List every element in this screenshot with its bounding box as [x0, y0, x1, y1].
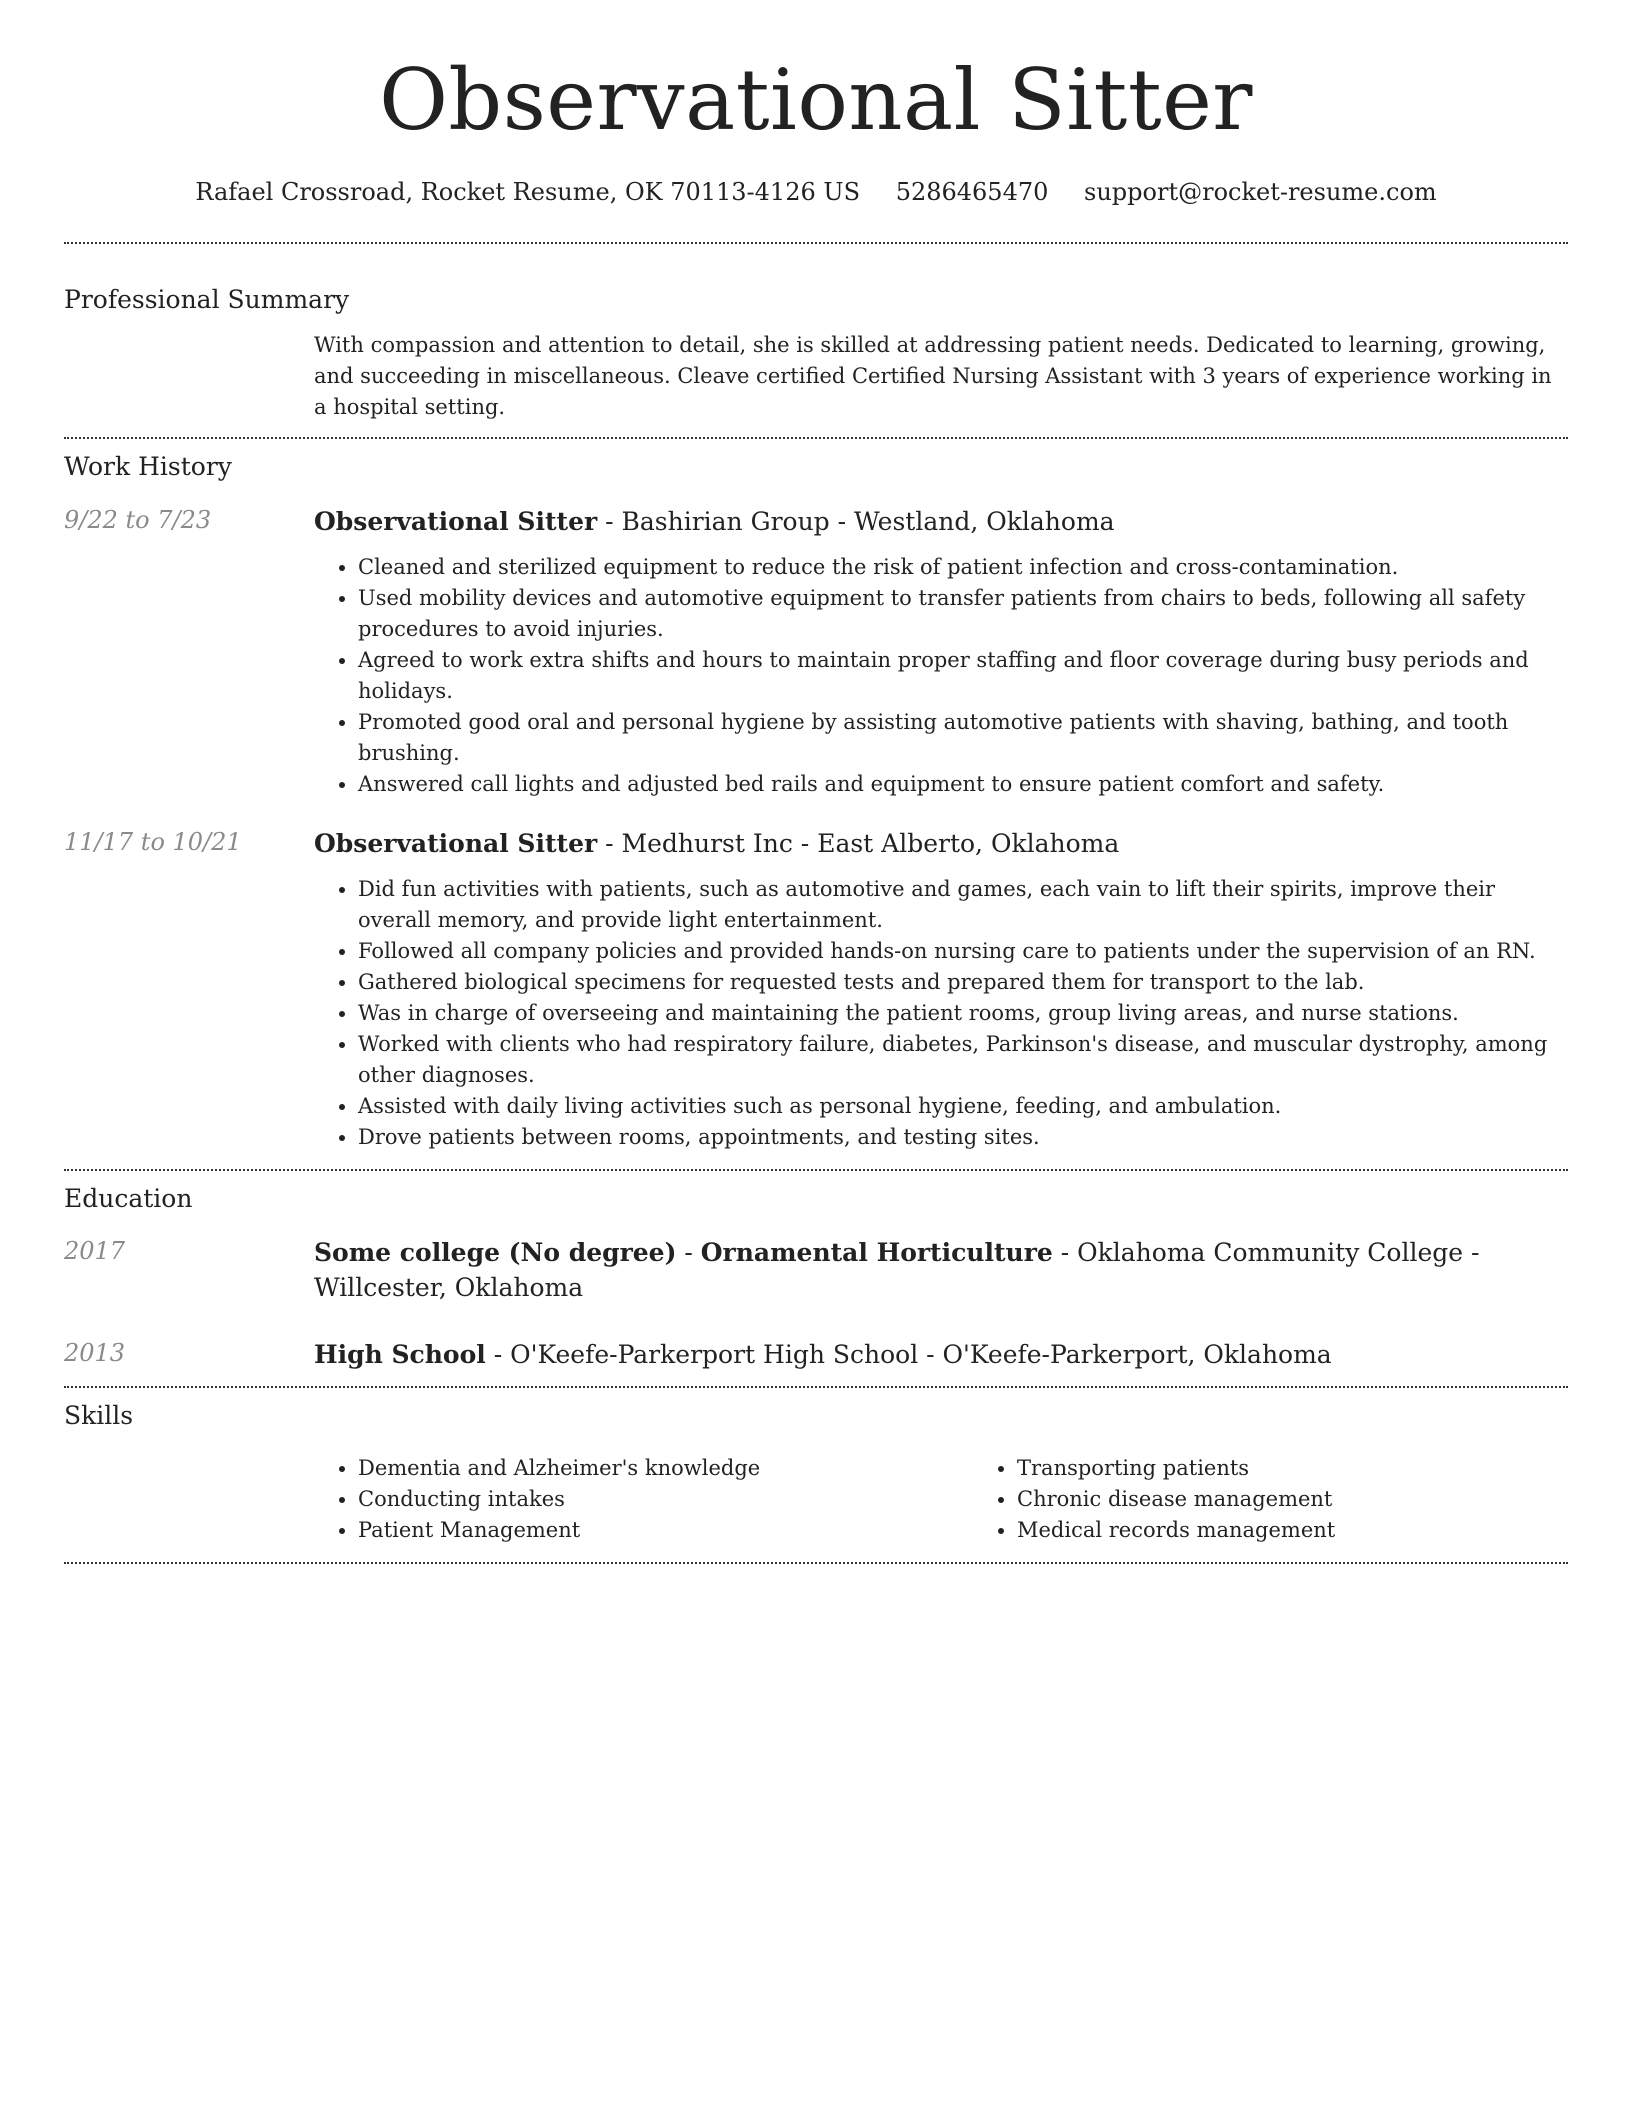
- list-item: • Drove patients between rooms, appointments, and testing sites.: [358, 1122, 1568, 1153]
- education-heading: Education: [64, 1183, 193, 1213]
- work-history-section: [64, 451, 1568, 1153]
- list-item: • Worked with clients who had respiratory failure, diabetes, Parkinson's disease, and muscular dystrophy, among other diagnoses.: [358, 1029, 1568, 1091]
- list-item: • Gathered biological specimens for requested tests and prepared them for transport to the lab.: [358, 967, 1568, 998]
- job-entry: [64, 826, 1568, 1153]
- list-item: • Cleaned and sterilized equipment to reduce the risk of patient infection and cross-contamination.: [358, 552, 1568, 583]
- job-entry: [64, 504, 1568, 800]
- skills-heading: Skills: [64, 1401, 134, 1431]
- resume-page: [64, 0, 1568, 1564]
- summary-text: With compassion and attention to detail, she is skilled at addressing patient needs. Dedicated to learning, growing, and succeeding in miscellaneous. Cleave certified Certified Nursing Assistant with 3 years of experience working in a hospital setting.: [314, 333, 1552, 420]
- education-details: - O'Keefe-Parkerport High School - O'Keefe-Parkerport, Oklahoma: [485, 1340, 1332, 1370]
- job-bullets: [314, 552, 1568, 800]
- work-history-heading: Work History: [64, 452, 232, 482]
- contact-line: [64, 177, 1568, 208]
- list-item: • Assisted with daily living activities such as personal hygiene, feeding, and ambulation.: [358, 1091, 1568, 1122]
- job-position: Observational Sitter: [314, 828, 598, 858]
- skills-section: [64, 1400, 1568, 1546]
- list-item: • Used mobility devices and automotive equipment to transfer patients from chairs to beds, following all safety procedures to avoid injuries.: [358, 583, 1568, 645]
- education-degree: Some college (No degree): [314, 1238, 677, 1268]
- education-year: 2017: [64, 1237, 126, 1266]
- education-year: 2013: [64, 1339, 126, 1368]
- job-title-line: [314, 826, 1568, 861]
- job-dates: 11/17 to 10/21: [64, 827, 242, 856]
- list-item: • Did fun activities with patients, such as automotive and games, each vain to lift their spirits, improve their overall memory, and provide light entertainment.: [358, 874, 1568, 936]
- list-item: • Answered call lights and adjusted bed rails and equipment to ensure patient comfort and safety.: [358, 769, 1568, 800]
- education-title-line: [314, 1337, 1568, 1372]
- education-title-line: [314, 1235, 1568, 1305]
- skills-grid: [314, 1453, 1632, 1546]
- education-separator: -: [676, 1238, 701, 1268]
- summary-heading: Professional Summary: [64, 284, 350, 314]
- skill-item: • Dementia and Alzheimer's knowledge: [358, 1453, 973, 1484]
- section-divider: [64, 1169, 1568, 1171]
- section-divider: [64, 1562, 1568, 1564]
- section-divider: [64, 437, 1568, 439]
- resume-title: Observational Sitter: [379, 51, 1253, 149]
- summary-row: [64, 330, 1568, 423]
- job-dates: 9/22 to 7/23: [64, 505, 212, 534]
- list-item: • Was in charge of overseeing and maintaining the patient rooms, group living areas, and nurse stations.: [358, 998, 1568, 1029]
- skills-list-right: [973, 1453, 1632, 1546]
- skill-item: • Patient Management: [358, 1515, 973, 1546]
- skill-item: • Transporting patients: [1017, 1453, 1632, 1484]
- list-item: • Followed all company policies and provided hands-on nursing care to patients under the supervision of an RN.: [358, 936, 1568, 967]
- skills-list-left: [314, 1453, 973, 1546]
- contact-email: support@rocket-resume.com: [1084, 177, 1437, 206]
- list-item: • Promoted good oral and personal hygiene by assisting automotive patients with shaving, bathing, and tooth brushing.: [358, 707, 1568, 769]
- summary-section: [64, 284, 1568, 424]
- job-title-line: [314, 504, 1568, 539]
- skill-item: • Chronic disease management: [1017, 1484, 1632, 1515]
- education-field: Ornamental Horticulture: [700, 1238, 1053, 1268]
- job-position: Observational Sitter: [314, 506, 598, 536]
- skills-row: [64, 1453, 1568, 1546]
- skill-item: • Medical records management: [1017, 1515, 1632, 1546]
- education-section: [64, 1183, 1568, 1373]
- job-bullets: [314, 874, 1568, 1153]
- education-entry: [64, 1337, 1568, 1372]
- section-divider: [64, 1386, 1568, 1388]
- skill-item: • Conducting intakes: [358, 1484, 973, 1515]
- contact-phone: 5286465470: [895, 177, 1049, 206]
- job-details: - Bashirian Group - Westland, Oklahoma: [597, 506, 1115, 536]
- education-entry: [64, 1235, 1568, 1305]
- section-divider: [64, 242, 1568, 244]
- contact-address: Rafael Crossroad, Rocket Resume, OK 70113-4126 US: [195, 177, 861, 206]
- job-details: - Medhurst Inc - East Alberto, Oklahoma: [597, 828, 1120, 858]
- education-details: - Oklahoma Community College - Willcester, Oklahoma: [314, 1238, 1480, 1303]
- education-degree: High School: [314, 1340, 486, 1370]
- list-item: • Agreed to work extra shifts and hours to maintain proper staffing and floor coverage during busy periods and holidays.: [358, 645, 1568, 707]
